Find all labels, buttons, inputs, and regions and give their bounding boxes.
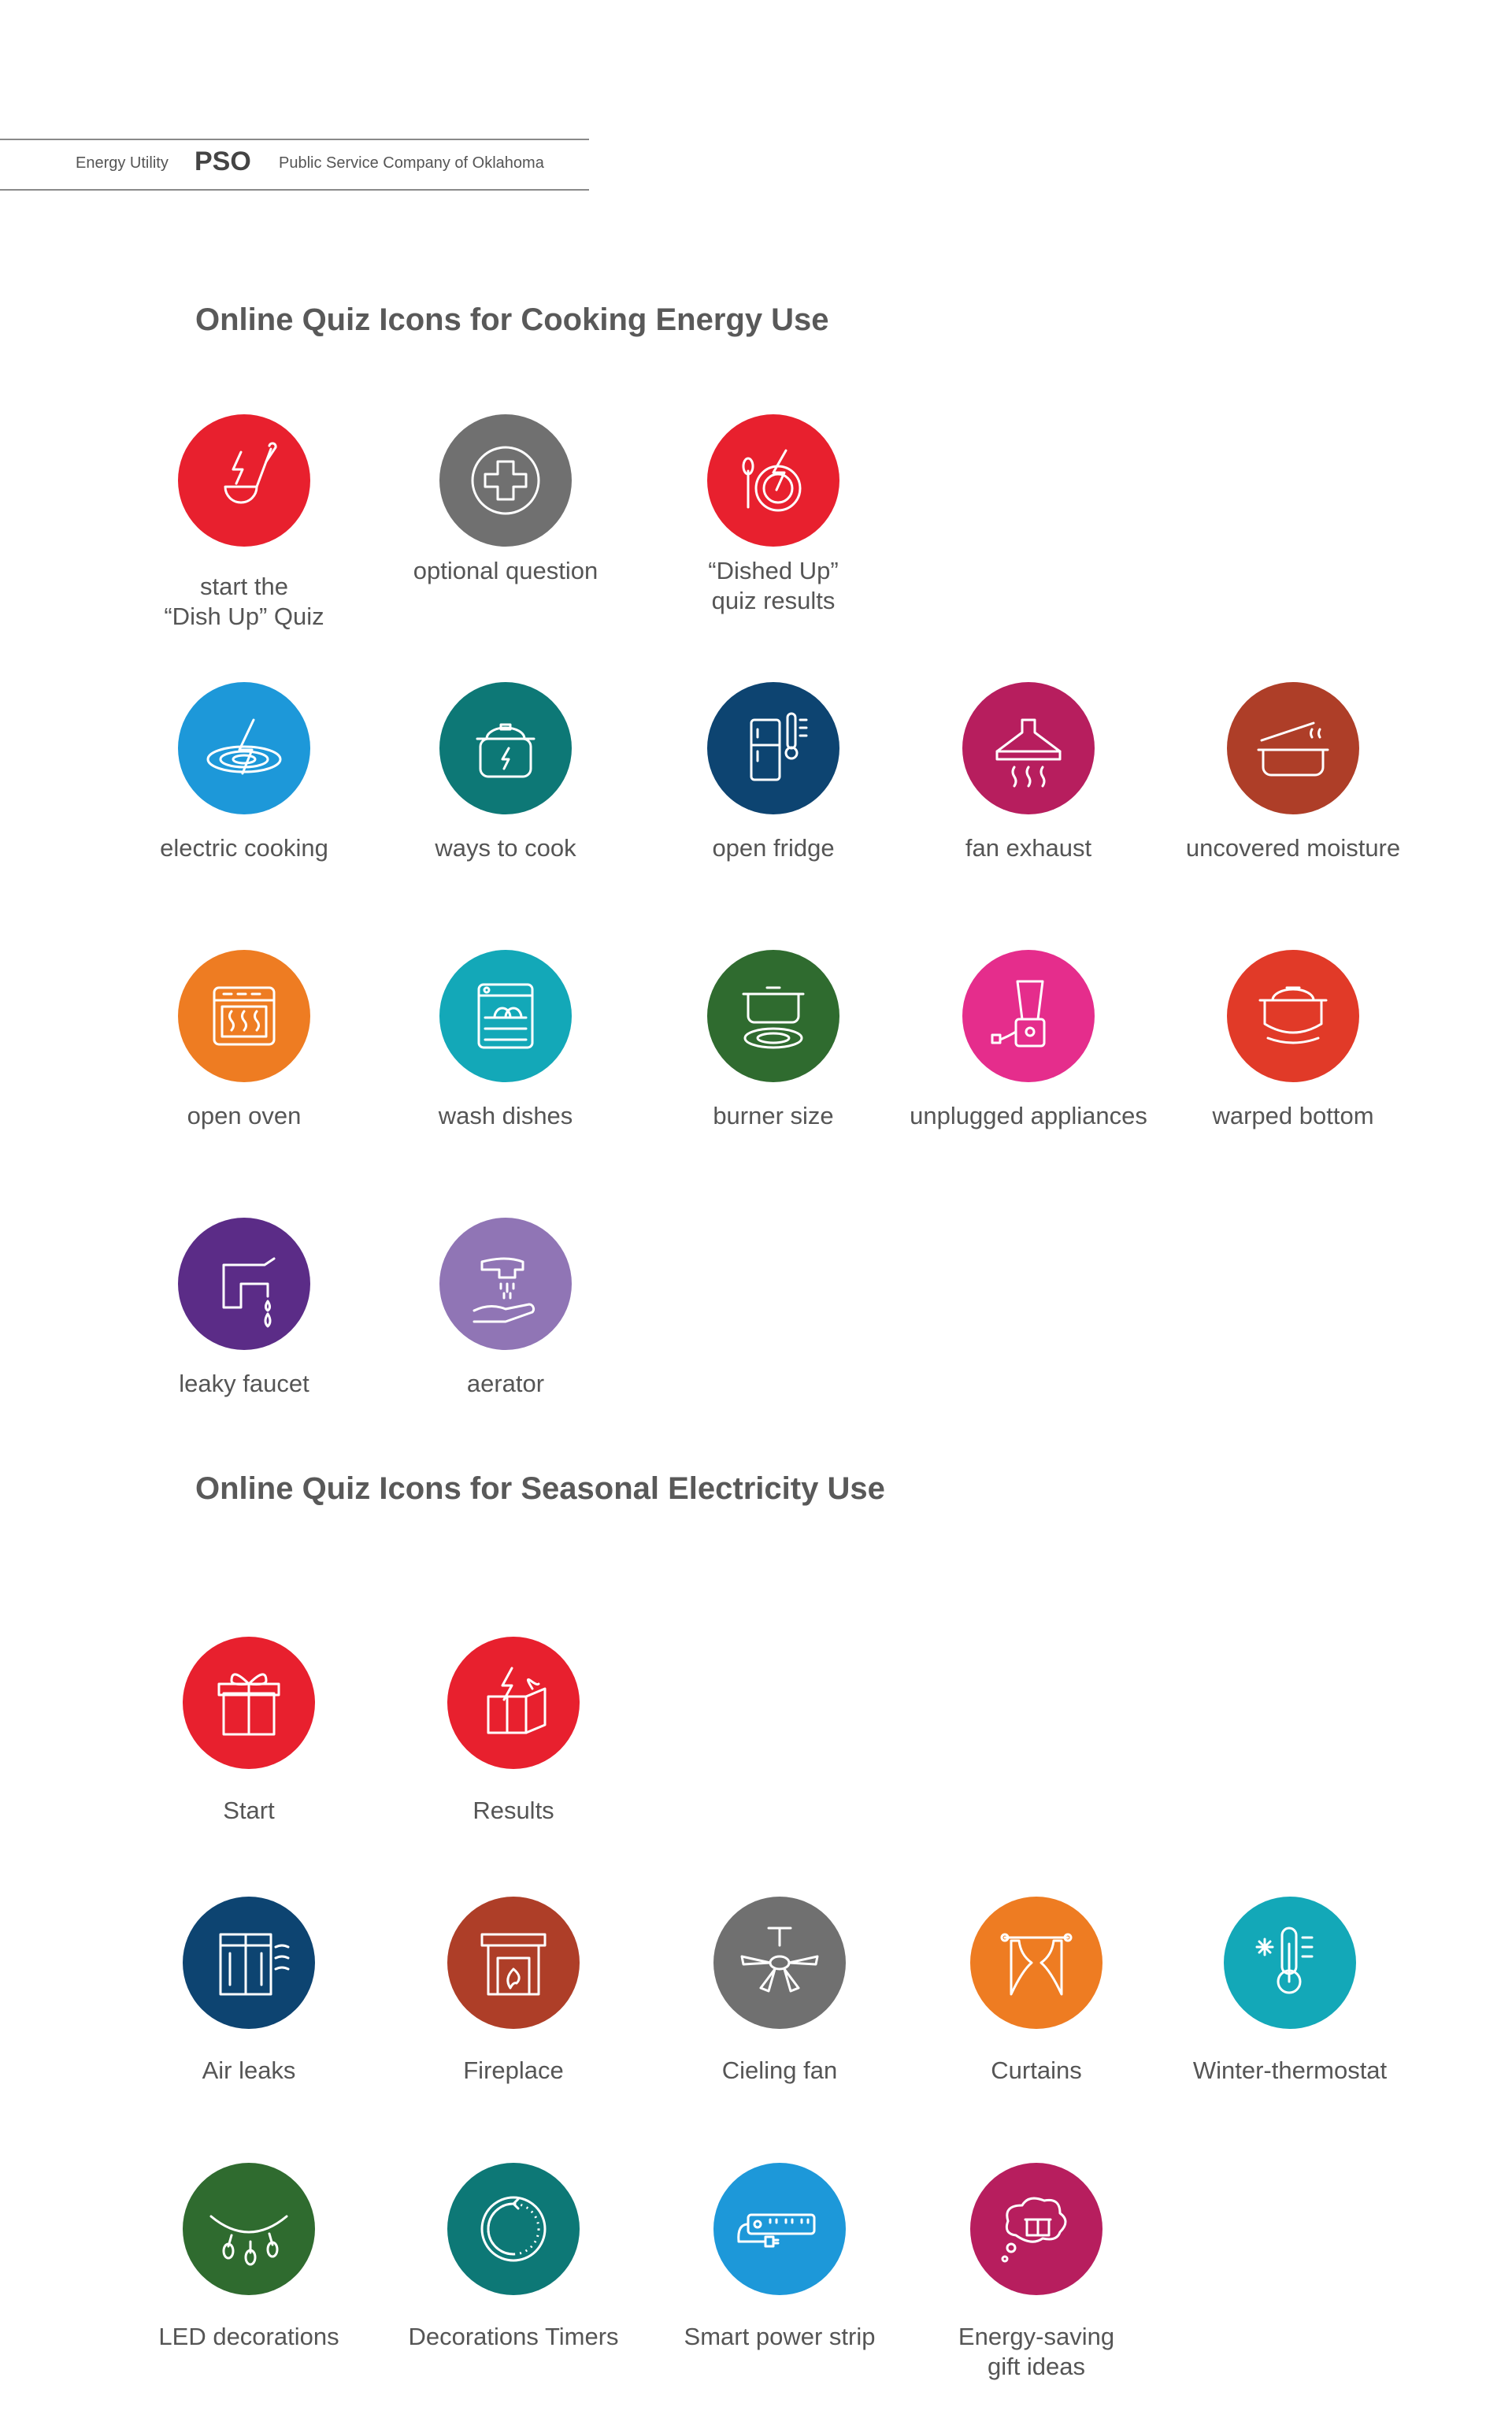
label-line-1: open oven bbox=[187, 1102, 302, 1129]
timer-icon[interactable] bbox=[447, 2163, 580, 2295]
header-top-rule bbox=[0, 139, 589, 140]
ladle-lightning-icon[interactable] bbox=[178, 414, 310, 547]
cooking-icon-label bbox=[1167, 1101, 1419, 1131]
label-line-1: Results bbox=[472, 1797, 554, 1824]
header-bottom-rule bbox=[0, 189, 589, 191]
seasonal-icon-label bbox=[123, 2322, 375, 2352]
header-category: Energy Utility bbox=[76, 154, 169, 172]
seasonal-icon-label bbox=[910, 2056, 1162, 2086]
seasonal-icon-label bbox=[910, 2322, 1162, 2382]
label-line-2: gift ideas bbox=[987, 2353, 1086, 2380]
label-line-1: burner size bbox=[713, 1102, 834, 1129]
pot-lid-steam-icon[interactable] bbox=[1227, 682, 1359, 814]
oven-heat-icon[interactable] bbox=[178, 950, 310, 1082]
label-line-1: unplugged appliances bbox=[910, 1102, 1147, 1129]
label-line-1: Energy-saving bbox=[958, 2323, 1115, 2350]
gift-box-icon[interactable] bbox=[183, 1637, 315, 1769]
label-line-1: Smart power strip bbox=[684, 2323, 876, 2350]
header-company: Public Service Company of Oklahoma bbox=[279, 154, 544, 172]
burner-lightning-icon[interactable] bbox=[178, 682, 310, 814]
label-line-1: Air leaks bbox=[202, 2056, 296, 2084]
blender-plug-icon[interactable] bbox=[962, 950, 1095, 1082]
plus-cross-icon[interactable] bbox=[439, 414, 572, 547]
string-lights-icon[interactable] bbox=[183, 2163, 315, 2295]
gift-lightning-icon[interactable] bbox=[447, 1637, 580, 1769]
label-line-1: ways to cook bbox=[435, 834, 576, 862]
ceiling-fan-icon[interactable] bbox=[713, 1897, 846, 2029]
cooking-icon-label bbox=[118, 833, 370, 863]
header-brand: PSO bbox=[195, 146, 251, 176]
seasonal-icon-label bbox=[123, 1796, 375, 1826]
label-line-1: Decorations Timers bbox=[408, 2323, 619, 2350]
label-line-1: Cieling fan bbox=[721, 2056, 838, 2084]
label-line-1: fan exhaust bbox=[965, 834, 1092, 862]
cooking-icon-label bbox=[647, 1101, 899, 1131]
cooking-icon-label bbox=[902, 833, 1154, 863]
label-line-1: Curtains bbox=[991, 2056, 1082, 2084]
seasonal-icon-label bbox=[387, 2322, 639, 2352]
thought-gift-icon[interactable] bbox=[970, 2163, 1102, 2295]
label-line-2: quiz results bbox=[711, 587, 836, 614]
power-strip-icon[interactable] bbox=[713, 2163, 846, 2295]
label-line-1: uncovered moisture bbox=[1185, 834, 1401, 862]
label-line-2: “Dish Up” Quiz bbox=[164, 603, 324, 630]
label-line-1: optional question bbox=[413, 557, 598, 584]
label-line-1: “Dished Up” bbox=[708, 557, 839, 584]
seasonal-icon-label bbox=[1164, 2056, 1416, 2086]
range-hood-icon[interactable] bbox=[962, 682, 1095, 814]
pot-burner-icon[interactable] bbox=[707, 950, 839, 1082]
cooking-icon-label bbox=[647, 556, 899, 616]
label-line-1: electric cooking bbox=[160, 834, 328, 862]
cooking-icon-label bbox=[380, 1101, 632, 1131]
label-line-1: open fridge bbox=[712, 834, 835, 862]
dishwasher-icon[interactable] bbox=[439, 950, 572, 1082]
label-line-1: wash dishes bbox=[438, 1102, 573, 1129]
window-draft-icon[interactable] bbox=[183, 1897, 315, 2029]
cooking-icon-label bbox=[118, 1369, 370, 1399]
label-line-1: start the bbox=[200, 573, 288, 600]
cooking-icon-label bbox=[902, 1101, 1154, 1131]
faucet-drip-icon[interactable] bbox=[178, 1218, 310, 1350]
label-line-1: LED decorations bbox=[158, 2323, 339, 2350]
snow-thermometer-icon[interactable] bbox=[1224, 1897, 1356, 2029]
label-line-1: warped bottom bbox=[1212, 1102, 1374, 1129]
seasonal-icon-label bbox=[123, 2056, 375, 2086]
cooking-icon-label bbox=[118, 572, 370, 632]
cooking-icon-label bbox=[380, 1369, 632, 1399]
cooking-section-title: Online Quiz Icons for Cooking Energy Use bbox=[195, 302, 829, 337]
cooking-icon-label bbox=[380, 556, 632, 586]
plate-spoon-lightning-icon[interactable] bbox=[707, 414, 839, 547]
seasonal-section-title: Online Quiz Icons for Seasonal Electricity Use bbox=[195, 1471, 885, 1506]
label-line-1: Fireplace bbox=[463, 2056, 564, 2084]
label-line-1: Winter-thermostat bbox=[1192, 2056, 1388, 2084]
curtains-icon[interactable] bbox=[970, 1897, 1102, 2029]
seasonal-icon-label bbox=[654, 2322, 906, 2352]
fridge-thermometer-icon[interactable] bbox=[707, 682, 839, 814]
label-line-1: aerator bbox=[466, 1370, 545, 1397]
seasonal-icon-label bbox=[654, 2056, 906, 2086]
fireplace-icon[interactable] bbox=[447, 1897, 580, 2029]
cooking-icon-label bbox=[118, 1101, 370, 1131]
label-line-1: Start bbox=[223, 1797, 275, 1824]
aerator-hand-icon[interactable] bbox=[439, 1218, 572, 1350]
cooking-icon-label bbox=[1167, 833, 1419, 863]
warped-pot-icon[interactable] bbox=[1227, 950, 1359, 1082]
cooking-icon-label bbox=[647, 833, 899, 863]
slow-cooker-icon[interactable] bbox=[439, 682, 572, 814]
cooking-icon-label bbox=[380, 833, 632, 863]
seasonal-icon-label bbox=[387, 2056, 639, 2086]
label-line-1: leaky faucet bbox=[179, 1370, 309, 1397]
seasonal-icon-label bbox=[387, 1796, 639, 1826]
